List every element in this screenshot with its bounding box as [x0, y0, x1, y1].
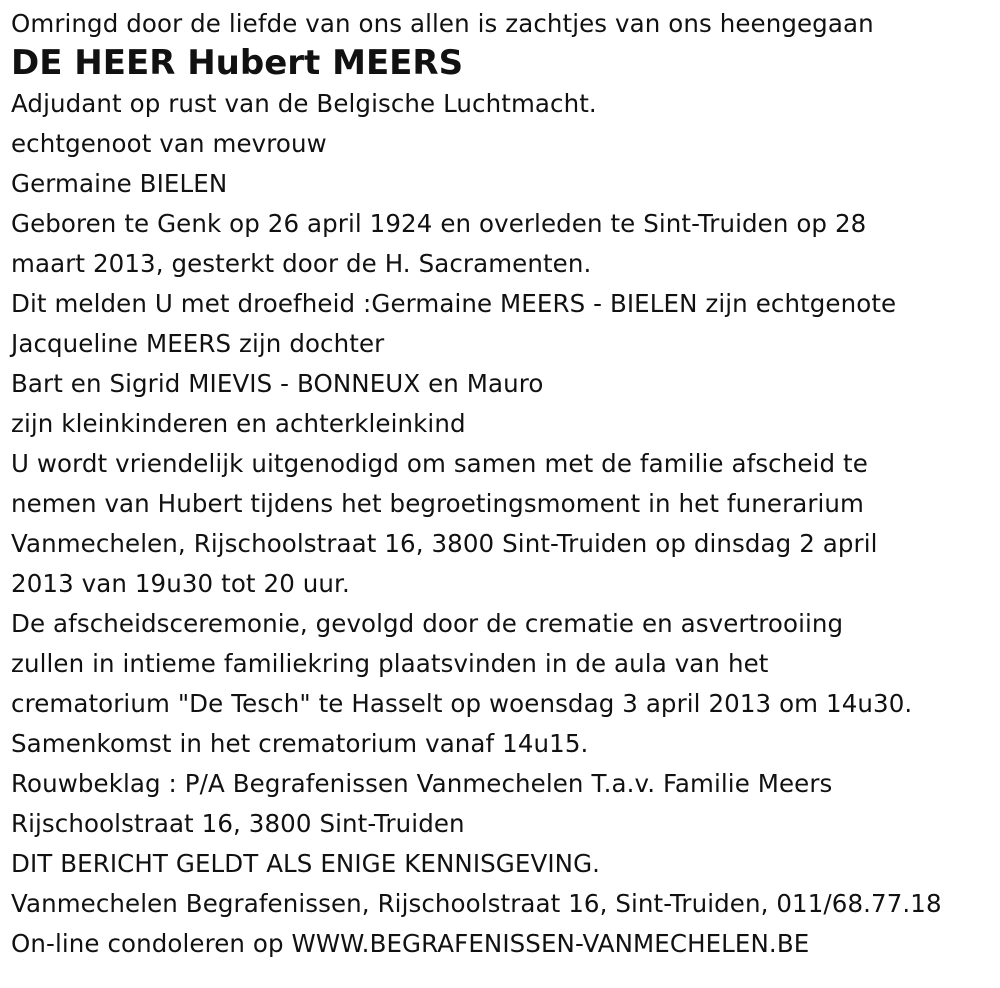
gathering-line: Samenkomst in het crematorium vanaf 14u15. [11, 729, 589, 758]
death-notice [11, 4, 996, 964]
intro-line: Omringd door de liefde van ons allen is zachtjes van ons heengegaan [11, 9, 874, 38]
grandchildren-line: zijn kleinkinderen en achterkleinkind [11, 409, 466, 438]
birth-death-line-cont: maart 2013, gesterkt door de H. Sacramenten. [11, 249, 592, 278]
ceremony-line: De afscheidsceremonie, gevolgd door de crematie en asvertrooiing [11, 609, 844, 638]
condolence-address-line-2: Rijschoolstraat 16, 3800 Sint-Truiden [11, 809, 465, 838]
ceremony-line-2: zullen in intieme familiekring plaatsvinden in de aula van het [11, 649, 769, 678]
birth-death-line: Geboren te Genk op 26 april 1924 en overleden te Sint-Truiden op 28 [11, 209, 867, 238]
invitation-line-4: 2013 van 19u30 tot 20 uur. [11, 569, 350, 598]
rank-line: Adjudant op rust van de Belgische Luchtmacht. [11, 89, 597, 118]
funeral-home-line: Vanmechelen Begrafenissen, Rijschoolstraat 16, Sint-Truiden, 011/68.77.18 [11, 889, 942, 918]
condolence-address-line: Rouwbeklag : P/A Begrafenissen Vanmechelen T.a.v. Familie Meers [11, 769, 833, 798]
online-condolence-line: On-line condoleren op WWW.BEGRAFENISSEN-VANMECHELEN.BE [11, 929, 810, 958]
grandchildren-names-line: Bart en Sigrid MIEVIS - BONNEUX en Mauro [11, 369, 544, 398]
daughter-line: Jacqueline MEERS zijn dochter [11, 329, 385, 358]
announcers-line: Dit melden U met droefheid :Germaine MEERS - BIELEN zijn echtgenote [11, 289, 897, 318]
spouse-intro-line: echtgenoot van mevrouw [11, 129, 327, 158]
ceremony-line-3: crematorium "De Tesch" te Hasselt op woensdag 3 april 2013 om 14u30. [11, 689, 913, 718]
spouse-name-line: Germaine BIELEN [11, 169, 228, 198]
invitation-line-3: Vanmechelen, Rijschoolstraat 16, 3800 Sint-Truiden op dinsdag 2 april [11, 529, 878, 558]
invitation-line: U wordt vriendelijk uitgenodigd om samen met de familie afscheid te [11, 449, 868, 478]
deceased-name: DE HEER Hubert MEERS [11, 43, 464, 83]
official-notice-line: DIT BERICHT GELDT ALS ENIGE KENNISGEVING. [11, 849, 601, 878]
invitation-line-2: nemen van Hubert tijdens het begroetingsmoment in het funerarium [11, 489, 865, 518]
